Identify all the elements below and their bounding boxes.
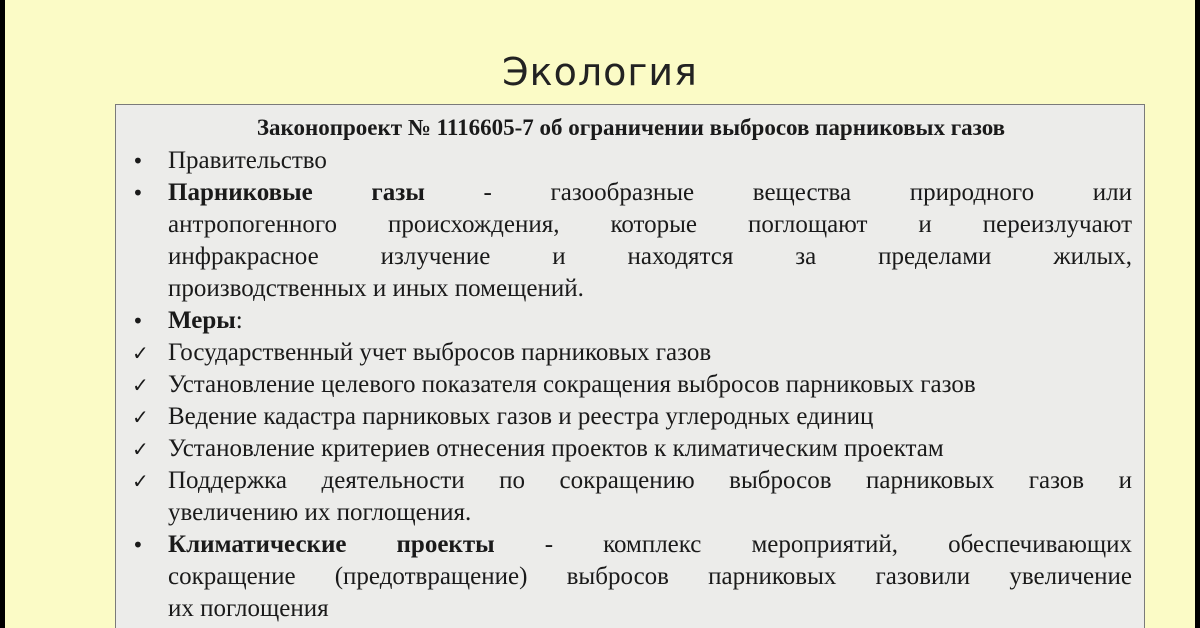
term-climate-projects: Климатические проекты <box>168 531 495 558</box>
bullet-icon: • <box>132 533 144 557</box>
check-item-text: Государственный учет выбросов парниковых газов <box>168 339 712 366</box>
checkmark-icon: ✓ <box>132 437 149 461</box>
check-item-text: Поддержка деятельности по сокращению выбросов парниковых газов и <box>168 467 1132 494</box>
checkmark-icon: ✓ <box>132 405 149 429</box>
definition-text: антропогенного происхождения, которые поглощают и переизлучают <box>168 211 1132 238</box>
definition-text: - комплекс мероприятий, обеспечивающих <box>494 531 1133 558</box>
definition-text: их поглощения <box>168 595 329 622</box>
checkmark-icon: ✓ <box>132 373 149 397</box>
slide-title: Экология <box>502 50 698 94</box>
definition-text: - газообразные вещества природного или <box>424 179 1132 206</box>
checkmark-icon: ✓ <box>132 469 149 493</box>
panel-heading: Законопроект № 1116605-7 об ограничении выбросов парниковых газов <box>256 115 1006 140</box>
check-item-text: увеличению их поглощения. <box>168 499 472 526</box>
term-measures: Меры <box>168 307 236 334</box>
list-item-text: Правительство <box>168 147 327 174</box>
bullet-icon: • <box>132 309 144 333</box>
slide <box>5 0 1195 628</box>
content-panel: Законопроект № 1116605-7 об ограничении выбросов парниковых газов • Правительство • Парниковые газы - газообразные вещества природного или антропогенного происхождения, которые поглощают и переизлучают инфракрасное излучение и находятся за пределами жилых, производственных и иных помещений. • Меры: ✓ Государственный учет выбросов парниковых газов ✓ Установление целевого показателя сокращения выбросов парниковых газов ✓ Ведение кадастра парниковых газов и реестра углеродных единиц ✓ Установление критериев отнесения проектов к климатическим проектам ✓ Поддержка деятельности по сокращению выбросов парниковых газов и увеличению их поглощения. • Климатические проекты - комплекс мероприятий, обеспечивающих сокращение (предотвращение) выбросов парниковых газовили увеличение их поглощения <box>115 104 1145 628</box>
definition-text: производственных и иных помещений. <box>168 275 584 302</box>
bullet-icon: • <box>132 181 144 205</box>
bullet-icon: • <box>132 149 144 173</box>
check-item-text: Установление критериев отнесения проектов к климатическим проектам <box>168 435 944 462</box>
check-item-text: Ведение кадастра парниковых газов и реестра углеродных единиц <box>168 403 874 430</box>
definition-text: сокращение (предотвращение) выбросов парниковых газовили увеличение <box>168 563 1132 590</box>
check-item-text: Установление целевого показателя сокращения выбросов парниковых газов <box>168 371 976 398</box>
definition-text: инфракрасное излучение и находятся за пределами жилых, <box>168 243 1132 270</box>
term-greenhouse-gases: Парниковые газы <box>168 179 425 206</box>
checkmark-icon: ✓ <box>132 341 149 365</box>
